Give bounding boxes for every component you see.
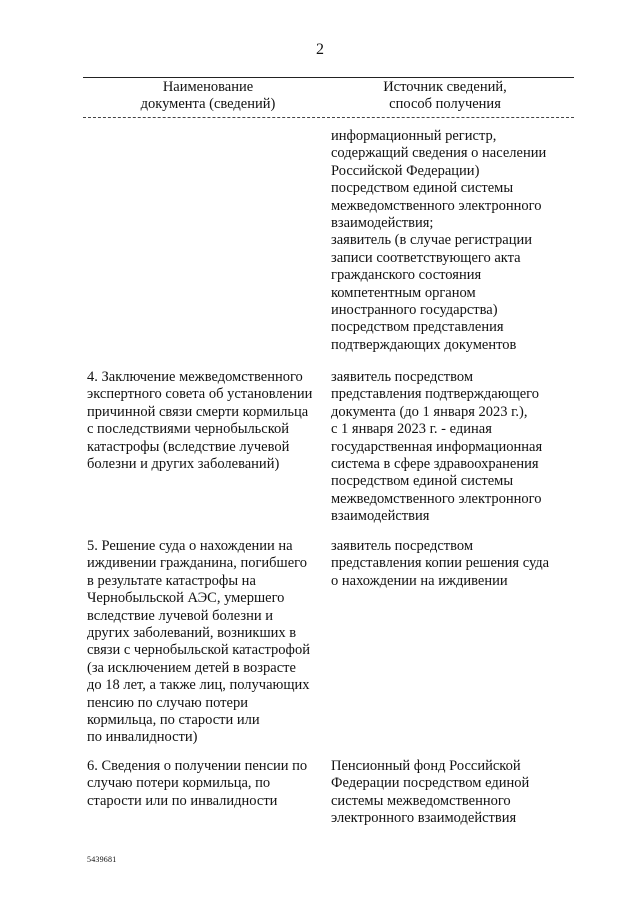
header-document-name: Наименование документа (сведений) — [140, 79, 276, 112]
row-5-source-cell: заявитель посредством представления копии решения суда о нахождении на иждивении — [331, 538, 550, 589]
continuation-source-cell: информационный регистр, содержащий сведения о населении Российской Федерации) посредством единой системы межведомственного электронного взаимодействия; заявитель (в случае регистрации записи соответствующего акта гражданского состояния компетентным органом иностранного государства) посредством представления подтверждающих документов — [331, 128, 547, 353]
row-4-document-cell: 4. Заключение межведомственного экспертного совета об установлении причинной связи смерти кормильца с последствиями чернобыльской катастрофы (вследствие лучевой болезни и других заболеваний) — [87, 369, 313, 473]
header-bottom-rule — [83, 117, 574, 118]
header-source: Источник сведений, способ получения — [383, 79, 507, 112]
row-5-document-cell: 5. Решение суда о нахождении на иждивении гражданина, погибшего в результате катастрофы на Чернобыльской АЭС, умершего вследствие лучевой болезни и других заболеваний, возникших в связи с чернобыльской катастрофой (за исключением детей в возрасте до 18 лет, а также лиц, получающих пенсию по случаю потери кормильца, по старости или по инвалидности) — [87, 538, 310, 746]
row-6-document-cell: 6. Сведения о получении пенсии по случаю потери кормильца, по старости или по инвалидности — [87, 758, 308, 809]
row-4-source-cell: заявитель посредством представления подтверждающего документа (до 1 января 2023 г.), с 1 января 2023 г. - единая государственная информационная система в сфере здравоохранения посредством единой системы межведомственного электронного взаимодействия — [331, 369, 543, 525]
document-code: 5439681 — [87, 855, 117, 864]
table-top-rule — [83, 77, 574, 78]
row-6-source-cell: Пенсионный фонд Российской Федерации посредством единой системы межведомственного электронного взаимодействия — [331, 758, 530, 827]
page-number: 2 — [316, 41, 324, 58]
